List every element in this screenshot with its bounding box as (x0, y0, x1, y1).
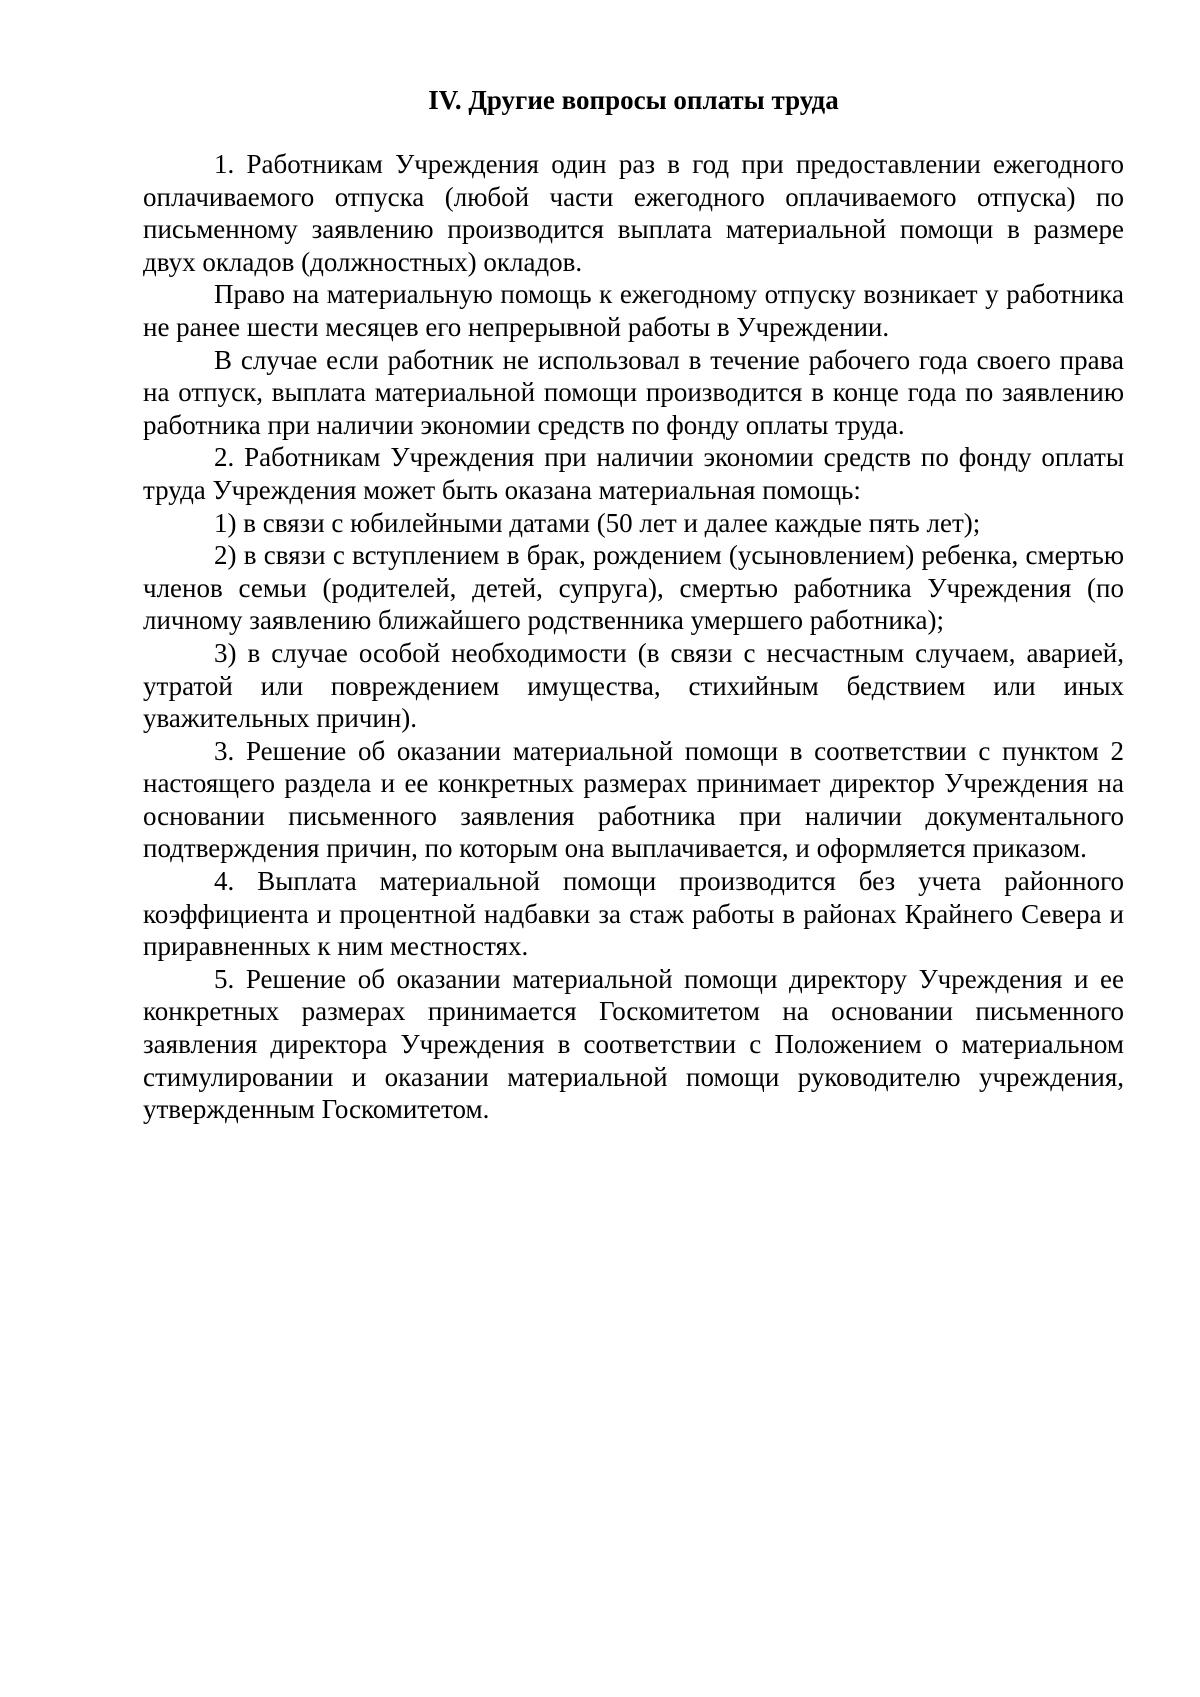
paragraph-4: 2. Работникам Учреждения при наличии экономии средств по фонду оплаты труда Учреждения может быть оказана материальная помощь: (143, 442, 1124, 505)
paragraph-6: 4. Выплата материальной помощи производится без учета районного коэффициента и процентной надбавки за стаж работы в районах Крайнего Севера и приравненных к ним местностях. (143, 866, 1124, 962)
paragraph-2: Право на материальную помощь к ежегодному отпуску возникает у работника не ранее шести месяцев его непрерывной работы в Учреждении. (143, 279, 1124, 342)
list-item-2: 2) в связи с вступлением в брак, рождением (усыновлением) ребенка, смертью членов семьи (родителей, детей, супруга), смертью работника Учреждения (по личному заявлению ближайшего родственника умершего работника); (143, 540, 1124, 636)
paragraph-3: В случае если работник не использовал в течение рабочего года своего права на отпуск, выплата материальной помощи производится в конце года по заявлению работника при наличии экономии средств по фонду оплаты труда. (143, 344, 1124, 440)
document-body (143, 84, 1124, 1126)
section-title: IV. Другие вопросы оплаты труда (428, 85, 839, 115)
list-item-3: 3) в случае особой необходимости (в связи с несчастным случаем, аварией, утратой или повреждением имущества, стихийным бедствием или иных уважительных причин). (143, 637, 1124, 734)
paragraph-1: 1. Работникам Учреждения один раз в год при предоставлении ежегодного оплачиваемого отпуска (любой части ежегодного оплачиваемого отпуска) по письменному заявлению производится выплата материальной помощи в размере двух окладов (должностных) окладов. (143, 149, 1124, 277)
paragraph-7: 5. Решение об оказании материальной помощи директору Учреждения и ее конкретных размерах принимается Госкомитетом на основании письменного заявления директора Учреждения в соответствии с Положением о материальном стимулировании и оказании материальной помощи руководителю учреждения, утвержденным Госкомитетом. (143, 963, 1124, 1125)
paragraph-5: 3. Решение об оказании материальной помощи в соответствии с пунктом 2 настоящего раздела и ее конкретных размерах принимает директор Учреждения на основании письменного заявления работника при наличии документального подтверждения причин, по которым она выплачивается, и оформляется приказом. (143, 735, 1124, 864)
list-item-1: 1) в связи с юбилейными датами (50 лет и далее каждые пять лет); (214, 507, 981, 538)
